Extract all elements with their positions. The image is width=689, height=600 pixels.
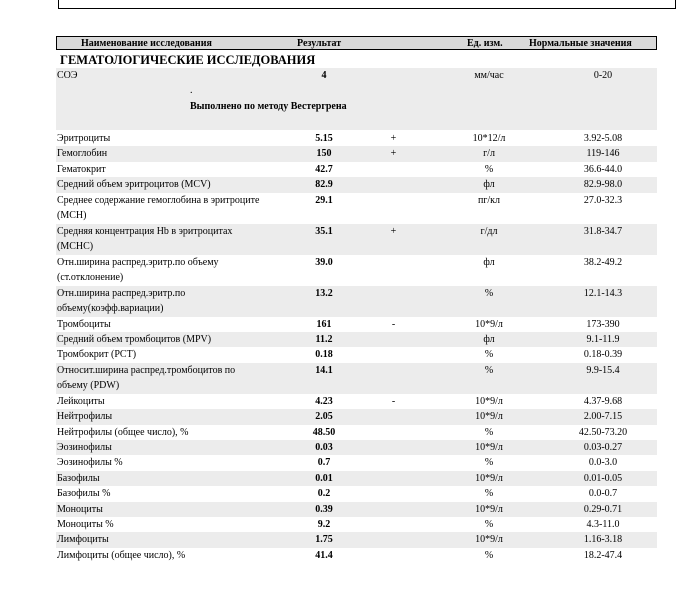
table-header bbox=[56, 36, 657, 50]
result-value: 11.2 bbox=[315, 334, 333, 345]
result-norm: 12.1-14.3 bbox=[583, 287, 623, 299]
result-unit: % bbox=[484, 163, 494, 175]
table-row bbox=[56, 517, 657, 532]
result-unit: % bbox=[484, 488, 494, 500]
table-row bbox=[56, 177, 657, 192]
table-row bbox=[56, 317, 657, 332]
result-unit: 10*9/л bbox=[475, 534, 503, 546]
result-value: 4.23 bbox=[315, 395, 333, 407]
result-name: Моноциты % bbox=[57, 519, 114, 530]
table-row bbox=[56, 440, 657, 455]
esr-row bbox=[56, 68, 657, 130]
result-norm: 9.1-11.9 bbox=[586, 334, 620, 345]
result-name: Эритроциты bbox=[57, 133, 111, 144]
result-unit: фл bbox=[483, 179, 495, 191]
result-norm: 42.50-73.20 bbox=[578, 426, 628, 438]
result-value: 150 bbox=[316, 148, 332, 160]
result-norm: 27.0-32.3 bbox=[583, 194, 623, 206]
table-row bbox=[56, 162, 657, 177]
result-value: 0.7 bbox=[317, 457, 331, 469]
result-norm: 82.9-98.0 bbox=[583, 179, 623, 191]
result-unit: 10*9/л bbox=[475, 503, 503, 515]
table-row bbox=[56, 455, 657, 470]
result-value: 5.15 bbox=[315, 133, 333, 144]
result-unit: фл bbox=[483, 256, 495, 268]
result-unit: % bbox=[484, 426, 494, 438]
result-unit: фл bbox=[483, 334, 495, 345]
result-value: 0.39 bbox=[315, 503, 333, 515]
result-name: Эозинофилы % bbox=[57, 457, 123, 469]
result-value: 42.7 bbox=[315, 163, 333, 175]
result-norm: 0.01-0.05 bbox=[583, 472, 623, 484]
header-result: Результат bbox=[297, 38, 342, 49]
result-name: Гематокрит bbox=[57, 163, 106, 175]
table-row bbox=[56, 224, 657, 255]
result-unit: % bbox=[484, 364, 494, 376]
result-value: 0.01 bbox=[315, 472, 333, 484]
table-row bbox=[56, 471, 657, 486]
result-value: 1.75 bbox=[315, 534, 333, 546]
result-name: Средний объем тромбоцитов (MPV) bbox=[57, 334, 212, 345]
result-norm: 1.16-3.18 bbox=[583, 534, 623, 546]
result-name: Средняя концентрация Hb в эритроцитах (MCHC) bbox=[57, 225, 233, 253]
table-row bbox=[56, 409, 657, 424]
result-name: Лимфоциты (общее число), % bbox=[57, 549, 186, 561]
result-value: 48.50 bbox=[312, 426, 336, 438]
result-name: Средний объем эритроцитов (MCV) bbox=[57, 179, 211, 191]
result-name: Базофилы % bbox=[57, 488, 111, 500]
result-value: 9.2 bbox=[317, 519, 331, 530]
table-row bbox=[56, 131, 657, 146]
result-flag: - bbox=[391, 318, 396, 330]
result-value: 161 bbox=[316, 318, 332, 330]
result-unit: 10*9/л bbox=[475, 442, 503, 453]
table-row bbox=[56, 486, 657, 501]
esr-dot: . bbox=[190, 85, 193, 96]
result-norm: 0.18-0.39 bbox=[583, 349, 623, 361]
result-unit: 10*9/л bbox=[475, 472, 503, 484]
result-name: Лейкоциты bbox=[57, 395, 105, 407]
table-row bbox=[56, 347, 657, 362]
result-name: Тромбоциты bbox=[57, 318, 111, 330]
result-name: Отн.ширина распред.эритр.по объему(коэфф.вариации) bbox=[57, 287, 186, 315]
result-flag: + bbox=[390, 225, 397, 237]
header-unit: Ед. изм. bbox=[467, 38, 503, 49]
result-name: Базофилы bbox=[57, 472, 100, 484]
result-value: 82.9 bbox=[315, 179, 333, 191]
header-name: Наименование исследования bbox=[81, 38, 212, 49]
result-value: 35.1 bbox=[315, 225, 333, 237]
result-value: 0.18 bbox=[315, 349, 333, 361]
result-norm: 0.0-0.7 bbox=[588, 488, 618, 500]
result-norm: 36.6-44.0 bbox=[583, 163, 623, 175]
esr-unit: мм/час bbox=[474, 70, 504, 81]
result-value: 0.2 bbox=[317, 488, 331, 500]
result-norm: 4.3-11.0 bbox=[586, 519, 620, 530]
esr-norm: 0-20 bbox=[593, 70, 613, 81]
result-value: 41.4 bbox=[315, 549, 333, 561]
result-unit: % bbox=[484, 457, 494, 469]
result-name: Среднее содержание гемоглобина в эритроците (MCH) bbox=[57, 194, 260, 222]
result-flag: + bbox=[390, 148, 397, 160]
result-unit: 10*9/л bbox=[475, 411, 503, 423]
result-unit: 10*12/л bbox=[472, 133, 506, 144]
table-row bbox=[56, 146, 657, 161]
table-row bbox=[56, 363, 657, 394]
result-name: Гемоглобин bbox=[57, 148, 108, 160]
result-name: Тромбокрит (PCT) bbox=[57, 349, 137, 361]
result-norm: 2.00-7.15 bbox=[583, 411, 623, 423]
table-row bbox=[56, 532, 657, 547]
esr-result: 4 bbox=[321, 70, 327, 81]
result-unit: % bbox=[484, 287, 494, 299]
result-value: 29.1 bbox=[315, 194, 333, 206]
result-unit: % bbox=[484, 549, 494, 561]
result-name: Относит.ширина распред.тромбоцитов по объему (PDW) bbox=[57, 364, 236, 392]
table-row bbox=[56, 548, 657, 563]
result-value: 39.0 bbox=[315, 256, 333, 268]
result-norm: 3.92-5.08 bbox=[583, 133, 623, 144]
previous-section-border bbox=[58, 0, 676, 9]
result-norm: 0.03-0.27 bbox=[583, 442, 623, 453]
result-norm: 119-146 bbox=[586, 148, 620, 160]
result-norm: 0.29-0.71 bbox=[583, 503, 623, 515]
result-unit: % bbox=[484, 349, 494, 361]
result-norm: 0.0-3.0 bbox=[588, 457, 618, 469]
table-row bbox=[56, 502, 657, 517]
section-title: ГЕМАТОЛОГИЧЕСКИЕ ИССЛЕДОВАНИЯ bbox=[60, 53, 316, 67]
result-norm: 9.9-15.4 bbox=[586, 364, 620, 376]
result-name: Нейтрофилы (общее число), % bbox=[57, 426, 189, 438]
result-unit: 10*9/л bbox=[475, 395, 503, 407]
result-name: Моноциты bbox=[57, 503, 103, 515]
result-unit: г/дл bbox=[480, 225, 498, 237]
result-norm: 4.37-9.68 bbox=[583, 395, 623, 407]
result-unit: пг/кл bbox=[477, 194, 501, 206]
table-row bbox=[56, 193, 657, 224]
table-row bbox=[56, 394, 657, 409]
result-name: Нейтрофилы bbox=[57, 411, 113, 423]
result-value: 14.1 bbox=[315, 364, 333, 376]
esr-name: СОЭ bbox=[57, 70, 78, 81]
header-norm: Нормальные значения bbox=[529, 38, 632, 49]
result-unit: % bbox=[484, 519, 494, 530]
result-value: 0.03 bbox=[315, 442, 333, 453]
result-flag: + bbox=[390, 133, 397, 144]
table-row bbox=[56, 425, 657, 440]
result-value: 2.05 bbox=[315, 411, 333, 423]
result-norm: 31.8-34.7 bbox=[583, 225, 623, 237]
result-name: Отн.ширина распред.эритр.по объему (ст.отклонение) bbox=[57, 256, 219, 284]
result-unit: г/л bbox=[483, 148, 495, 160]
result-norm: 38.2-49.2 bbox=[583, 256, 623, 268]
result-norm: 18.2-47.4 bbox=[583, 549, 623, 561]
table-row bbox=[56, 332, 657, 347]
result-value: 13.2 bbox=[315, 287, 333, 299]
table-row bbox=[56, 286, 657, 317]
table-row bbox=[56, 255, 657, 286]
esr-method-note: Выполнено по методу Вестергрена bbox=[190, 101, 347, 112]
result-name: Лимфоциты bbox=[57, 534, 109, 546]
result-norm: 173-390 bbox=[586, 318, 620, 330]
result-flag: - bbox=[391, 395, 396, 407]
result-name: Эозинофилы bbox=[57, 442, 112, 453]
result-unit: 10*9/л bbox=[475, 318, 503, 330]
